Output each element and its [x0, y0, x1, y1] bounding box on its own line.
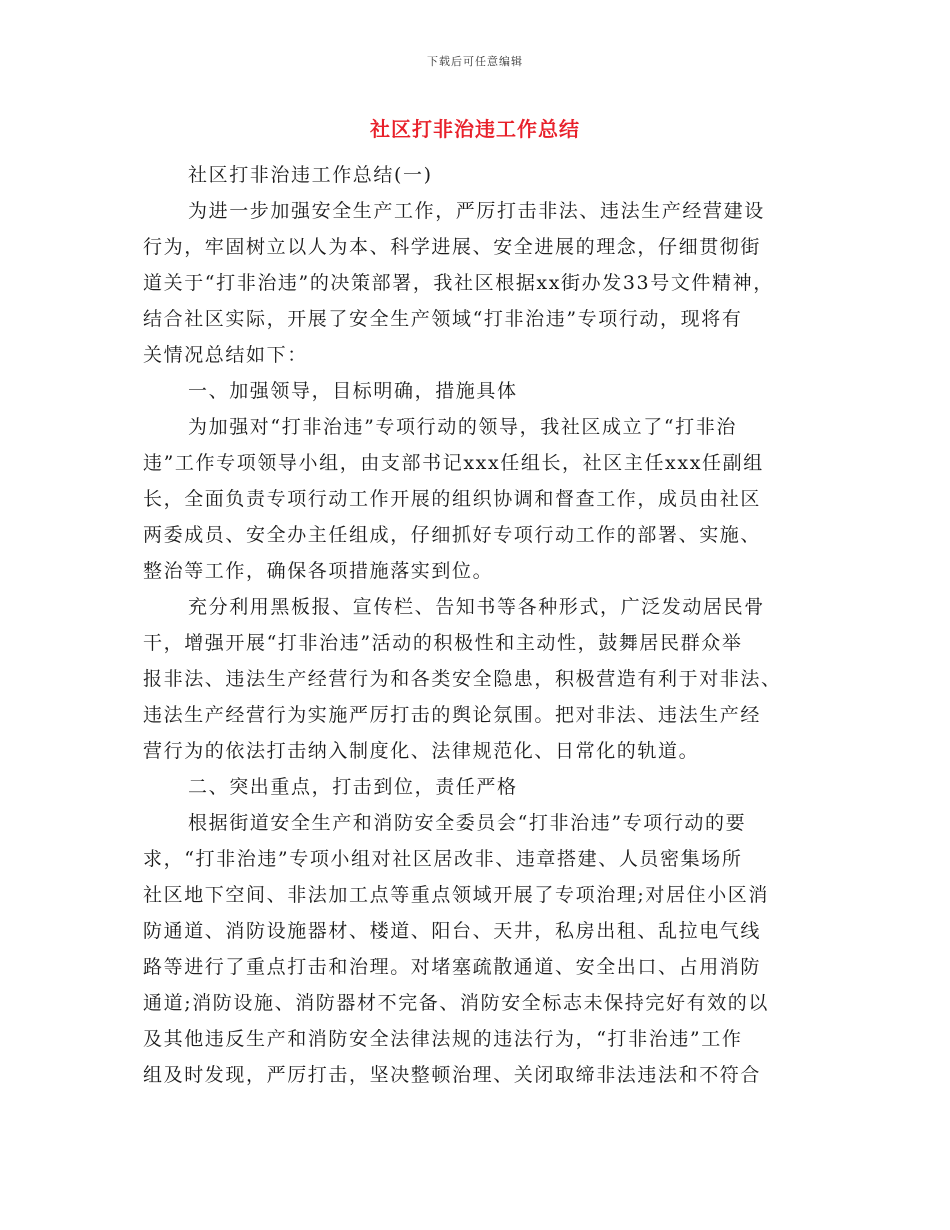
- text-line: 干，增强开展“打非治违”活动的积极性和主动性，鼓舞居民群众举: [143, 632, 743, 654]
- text-line: 通道;消防设施、消防器材不完备、消防安全标志未保持完好有效的以: [143, 992, 770, 1014]
- header-note: 下载后可任意编辑: [427, 55, 523, 68]
- text-line: 为加强对“打非治违”专项行动的领导，我社区成立了“打非治: [188, 416, 737, 438]
- text-line: 整治等工作，确保各项措施落实到位。: [143, 560, 494, 582]
- text-line: 违法生产经营行为实施严厉打击的舆论氛围。把对非法、违法生产经: [143, 704, 762, 726]
- text-line: 关情况总结如下：: [143, 344, 308, 366]
- text-line: 营行为的依法打击纳入制度化、法律规范化、日常化的轨道。: [143, 740, 700, 762]
- text-line: 两委成员、安全办主任组成，仔细抓好专项行动工作的部署、实施、: [143, 524, 762, 546]
- text-line: 为进一步加强安全生产工作，严厉打击非法、违法生产经营建设: [188, 200, 765, 222]
- text-line: 报非法、违法生产经营行为和各类安全隐患，积极营造有利于对非法、: [143, 668, 782, 690]
- text-line: 道关于“打非治违”的决策部署，我社区根据xx街办发33号文件精神，: [143, 272, 774, 294]
- text-line: 路等进行了重点打击和治理。对堵塞疏散通道、安全出口、占用消防: [143, 956, 762, 978]
- text-line: 行为，牢固树立以人为本、科学进展、安全进展的理念，仔细贯彻街: [143, 236, 762, 258]
- text-line: 二、突出重点，打击到位，责任严格: [188, 776, 518, 798]
- text-line: 根据街道安全生产和消防安全委员会“打非治违”专项行动的要: [188, 812, 747, 834]
- text-line: 组及时发现，严厉打击，坚决整顿治理、关闭取缔非法违法和不符合: [143, 1064, 762, 1086]
- text-line: 充分利用黑板报、宣传栏、告知书等各种形式，广泛发动居民骨: [188, 596, 765, 618]
- text-line: 防通道、消防设施器材、楼道、阳台、天井，私房出租、乱拉电气线: [143, 920, 762, 942]
- text-line: 违”工作专项领导小组，由支部书记xxx任组长，社区主任xxx任副组: [143, 452, 764, 474]
- document-body: [143, 157, 823, 1093]
- text-line: 结合社区实际，开展了安全生产领域“打非治违”专项行动，现将有: [143, 308, 743, 330]
- document-title: 社区打非治违工作总结: [370, 117, 580, 141]
- text-line: 社区打非治违工作总结(一): [188, 164, 433, 186]
- text-line: 及其他违反生产和消防安全法律法规的违法行为，“打非治违”工作: [143, 1028, 743, 1050]
- text-line: 长，全面负责专项行动工作开展的组织协调和督查工作，成员由社区: [143, 488, 762, 510]
- text-line: 一、加强领导，目标明确，措施具体: [188, 380, 518, 402]
- text-line: 社区地下空间、非法加工点等重点领域开展了专项治理;对居住小区消: [143, 884, 770, 906]
- text-line: 求，“打非治违”专项小组对社区居改非、违章搭建、人员密集场所: [143, 848, 743, 870]
